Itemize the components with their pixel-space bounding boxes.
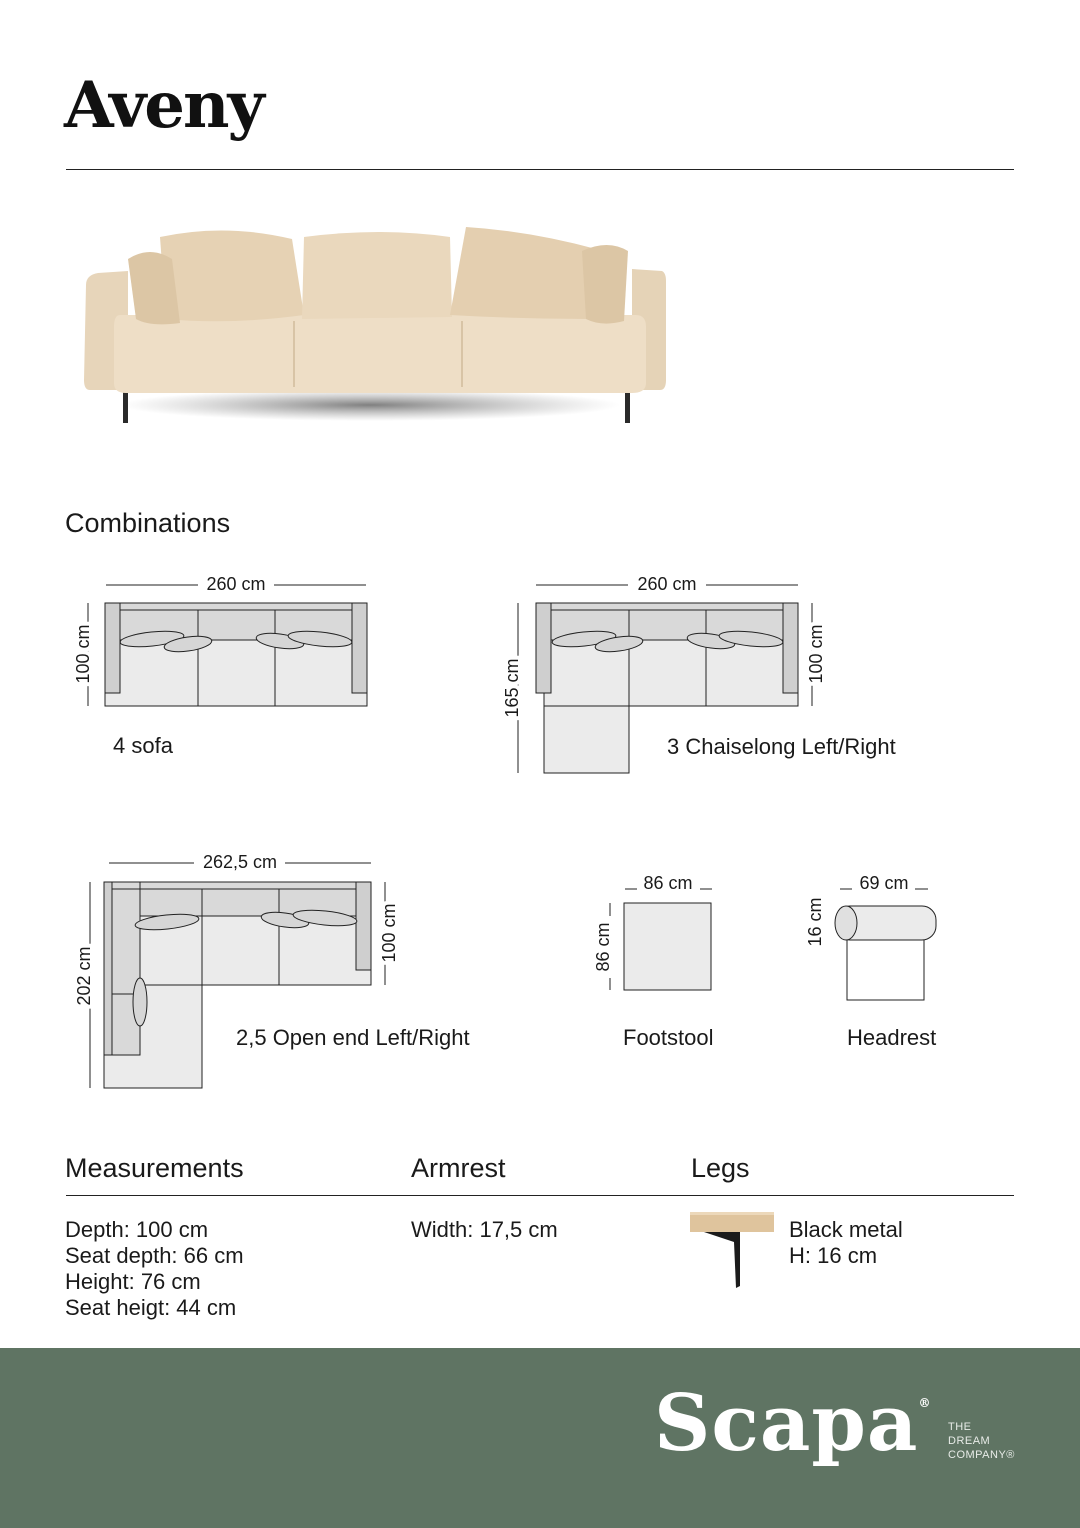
armrest-width: Width: 17,5 cm bbox=[411, 1217, 558, 1242]
width-label: 86 cm bbox=[643, 872, 693, 893]
plan-4-sofa-label: 4 sofa bbox=[113, 733, 173, 758]
depth2-label: 100 cm bbox=[378, 903, 399, 963]
spec-divider bbox=[66, 1195, 1014, 1196]
tagline-line-2: DREAM bbox=[948, 1435, 991, 1447]
measurement-height: Height: 76 cm bbox=[65, 1269, 201, 1294]
plan-headrest-label: Headrest bbox=[847, 1025, 937, 1050]
width-label: 260 cm bbox=[637, 573, 697, 594]
sofa-photo-icon bbox=[80, 215, 680, 430]
tagline-line-3: COMPANY® bbox=[948, 1449, 1015, 1461]
plan-open-end bbox=[70, 844, 410, 1094]
armrest-heading: Armrest bbox=[411, 1153, 506, 1183]
legs-height: H: 16 cm bbox=[789, 1243, 878, 1268]
title-divider bbox=[66, 169, 1014, 170]
width-label: 69 cm bbox=[859, 872, 909, 893]
plan-4-sofa bbox=[70, 566, 380, 716]
depth-label: 86 cm bbox=[592, 922, 613, 972]
legs-list bbox=[789, 1217, 903, 1269]
depth2-label: 100 cm bbox=[805, 624, 826, 684]
plan-chaiselong-label: 3 Chaiselong Left/Right bbox=[667, 734, 896, 759]
depth-label: 165 cm bbox=[501, 658, 522, 718]
scapa-logo bbox=[654, 1378, 931, 1469]
measurement-depth: Depth: 100 cm bbox=[65, 1217, 209, 1242]
brand-mark: ® bbox=[918, 1396, 932, 1410]
brand-name: Scapa bbox=[654, 1378, 919, 1469]
width-label: 260 cm bbox=[206, 573, 266, 594]
depth-label: 100 cm bbox=[72, 624, 93, 684]
tagline-line-1: THE bbox=[948, 1421, 972, 1433]
leg-photo-icon bbox=[690, 1212, 776, 1290]
legs-heading: Legs bbox=[691, 1153, 750, 1183]
armrest-list bbox=[411, 1217, 558, 1243]
product-title: Aveny bbox=[64, 68, 263, 143]
width-label: 262,5 cm bbox=[202, 851, 278, 872]
plan-footstool bbox=[590, 870, 730, 1000]
plan-open-end-label: 2,5 Open end Left/Right bbox=[236, 1025, 470, 1050]
measurements-list bbox=[65, 1217, 244, 1321]
measurement-seat-depth: Seat depth: 66 cm bbox=[65, 1243, 244, 1268]
measurements-heading: Measurements bbox=[65, 1153, 244, 1183]
brand-tagline bbox=[948, 1420, 1015, 1462]
depth-label: 202 cm bbox=[73, 946, 94, 1006]
legs-material: Black metal bbox=[789, 1217, 903, 1242]
depth-label: 16 cm bbox=[804, 897, 825, 947]
plan-headrest bbox=[800, 870, 950, 1010]
measurement-seat-height: Seat heigt: 44 cm bbox=[65, 1295, 237, 1320]
plan-footstool-label: Footstool bbox=[623, 1025, 714, 1050]
combinations-heading: Combinations bbox=[65, 508, 231, 538]
